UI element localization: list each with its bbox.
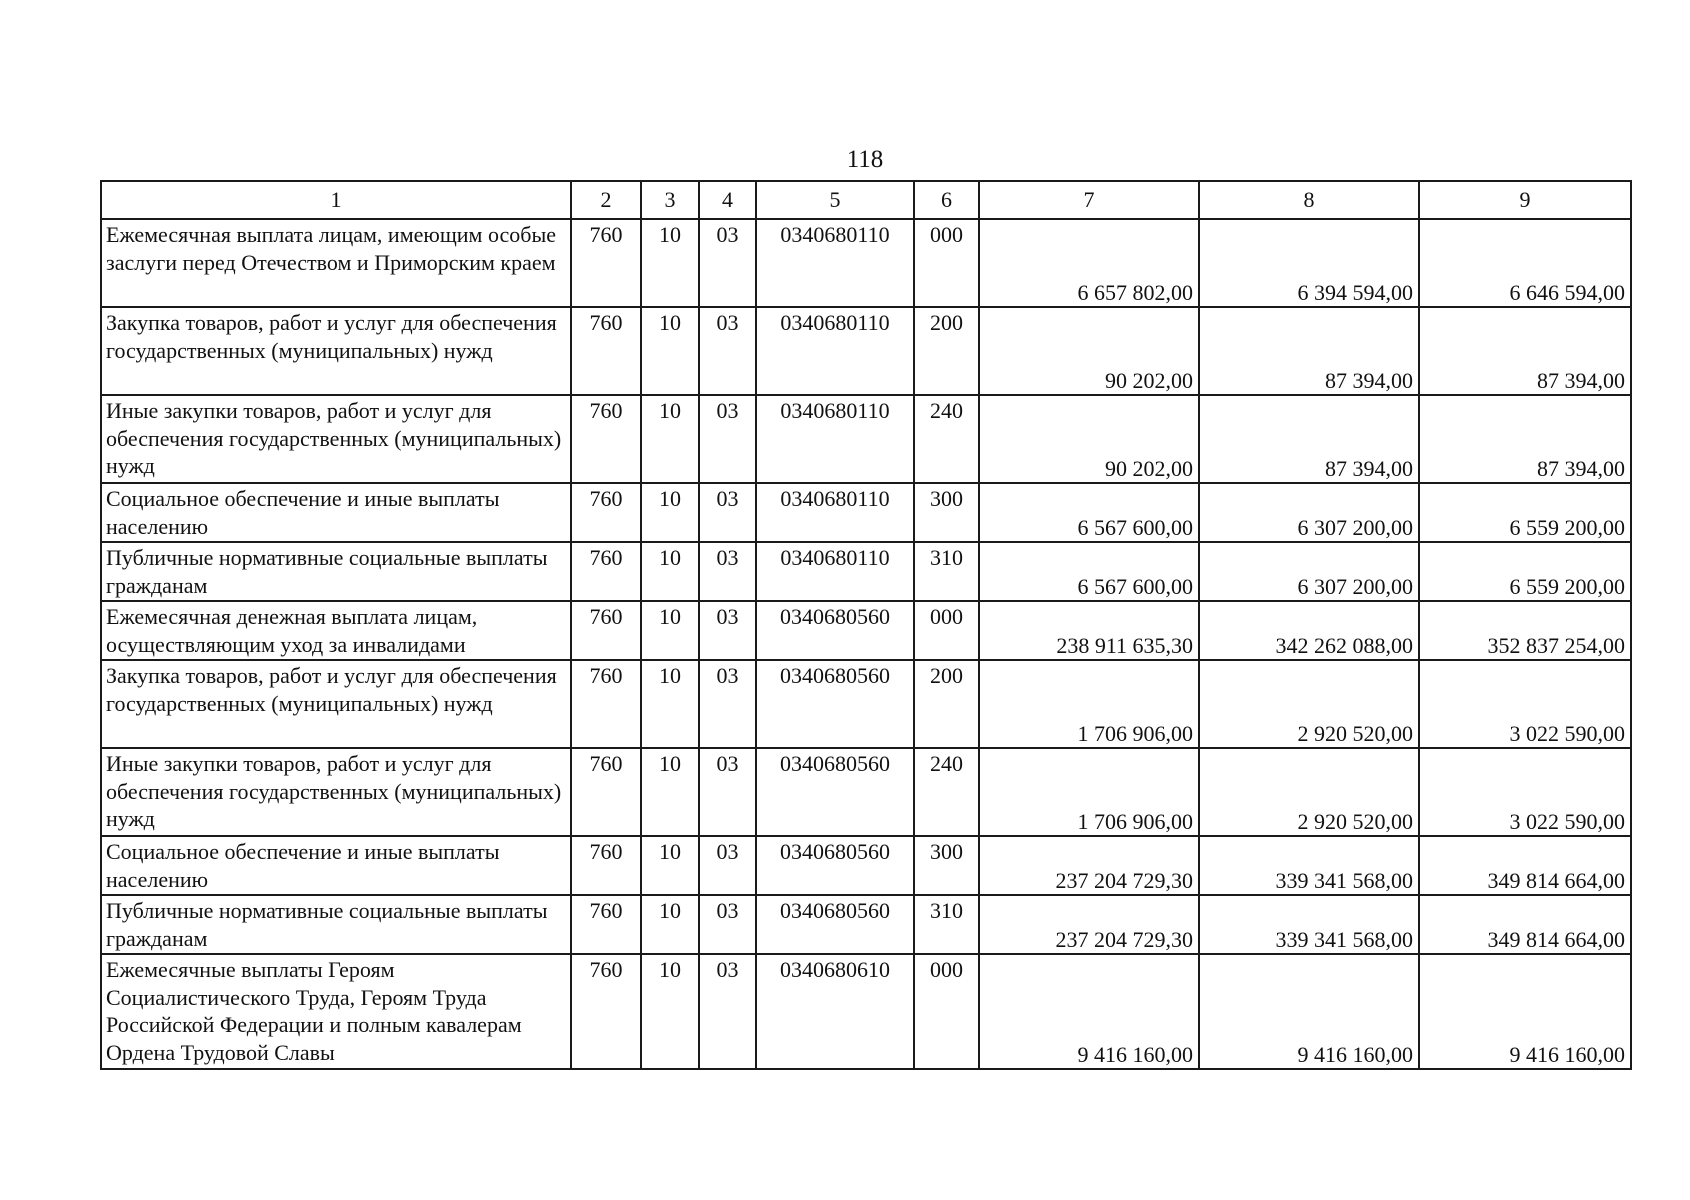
cell-col2: 760 bbox=[571, 219, 641, 307]
cell-col5: 0340680560 bbox=[756, 895, 914, 954]
column-header: 7 bbox=[979, 181, 1199, 219]
row-name: Публичные нормативные социальные выплаты гражданам bbox=[101, 895, 571, 954]
cell-col8: 6 307 200,00 bbox=[1199, 483, 1419, 542]
page-number: 118 bbox=[846, 146, 884, 173]
cell-col6: 000 bbox=[914, 954, 979, 1069]
column-header: 9 bbox=[1419, 181, 1631, 219]
cell-col4: 03 bbox=[699, 307, 756, 395]
cell-col7: 238 911 635,30 bbox=[979, 601, 1199, 660]
table-row bbox=[101, 895, 1631, 954]
cell-col4: 03 bbox=[699, 601, 756, 660]
cell-col7: 90 202,00 bbox=[979, 307, 1199, 395]
cell-col7: 6 567 600,00 bbox=[979, 542, 1199, 601]
cell-col3: 10 bbox=[641, 748, 699, 836]
cell-col7: 9 416 160,00 bbox=[979, 954, 1199, 1069]
row-name: Социальное обеспечение и иные выплаты населению bbox=[101, 836, 571, 895]
cell-col2: 760 bbox=[571, 748, 641, 836]
cell-col4: 03 bbox=[699, 219, 756, 307]
cell-col6: 200 bbox=[914, 660, 979, 748]
table-row bbox=[101, 660, 1631, 748]
cell-col5: 0340680560 bbox=[756, 836, 914, 895]
cell-col8: 339 341 568,00 bbox=[1199, 836, 1419, 895]
cell-col5: 0340680110 bbox=[756, 307, 914, 395]
cell-col2: 760 bbox=[571, 307, 641, 395]
table-header bbox=[101, 181, 1631, 219]
column-header: 4 bbox=[699, 181, 756, 219]
cell-col3: 10 bbox=[641, 660, 699, 748]
table-row bbox=[101, 601, 1631, 660]
row-name: Ежемесячные выплаты Героям Социалистического Труда, Героям Труда Российской Федерации и полным кавалерам Ордена Трудовой Славы bbox=[101, 954, 571, 1069]
cell-col4: 03 bbox=[699, 660, 756, 748]
cell-col9: 9 416 160,00 bbox=[1419, 954, 1631, 1069]
cell-col2: 760 bbox=[571, 601, 641, 660]
cell-col6: 310 bbox=[914, 895, 979, 954]
column-header: 1 bbox=[101, 181, 571, 219]
cell-col9: 349 814 664,00 bbox=[1419, 895, 1631, 954]
cell-col7: 1 706 906,00 bbox=[979, 660, 1199, 748]
row-name: Закупка товаров, работ и услуг для обеспечения государственных (муниципальных) нужд bbox=[101, 660, 571, 748]
cell-col2: 760 bbox=[571, 483, 641, 542]
row-name: Иные закупки товаров, работ и услуг для обеспечения государственных (муниципальных) нужд bbox=[101, 748, 571, 836]
cell-col2: 760 bbox=[571, 660, 641, 748]
cell-col4: 03 bbox=[699, 748, 756, 836]
cell-col5: 0340680610 bbox=[756, 954, 914, 1069]
cell-col6: 300 bbox=[914, 836, 979, 895]
cell-col7: 6 567 600,00 bbox=[979, 483, 1199, 542]
cell-col9: 352 837 254,00 bbox=[1419, 601, 1631, 660]
table-row bbox=[101, 219, 1631, 307]
cell-col9: 87 394,00 bbox=[1419, 307, 1631, 395]
cell-col3: 10 bbox=[641, 542, 699, 601]
table-row bbox=[101, 836, 1631, 895]
cell-col7: 1 706 906,00 bbox=[979, 748, 1199, 836]
cell-col7: 237 204 729,30 bbox=[979, 836, 1199, 895]
cell-col3: 10 bbox=[641, 395, 699, 483]
table-row bbox=[101, 483, 1631, 542]
column-header: 5 bbox=[756, 181, 914, 219]
cell-col8: 9 416 160,00 bbox=[1199, 954, 1419, 1069]
cell-col2: 760 bbox=[571, 954, 641, 1069]
cell-col3: 10 bbox=[641, 954, 699, 1069]
cell-col3: 10 bbox=[641, 483, 699, 542]
cell-col5: 0340680560 bbox=[756, 601, 914, 660]
cell-col3: 10 bbox=[641, 601, 699, 660]
cell-col9: 6 646 594,00 bbox=[1419, 219, 1631, 307]
cell-col5: 0340680110 bbox=[756, 542, 914, 601]
cell-col4: 03 bbox=[699, 542, 756, 601]
cell-col5: 0340680110 bbox=[756, 483, 914, 542]
cell-col5: 0340680110 bbox=[756, 395, 914, 483]
cell-col6: 240 bbox=[914, 395, 979, 483]
cell-col7: 90 202,00 bbox=[979, 395, 1199, 483]
cell-col8: 2 920 520,00 bbox=[1199, 660, 1419, 748]
row-name: Публичные нормативные социальные выплаты гражданам bbox=[101, 542, 571, 601]
cell-col4: 03 bbox=[699, 483, 756, 542]
row-name: Иные закупки товаров, работ и услуг для обеспечения государственных (муниципальных) нужд bbox=[101, 395, 571, 483]
table-row bbox=[101, 542, 1631, 601]
cell-col9: 3 022 590,00 bbox=[1419, 660, 1631, 748]
cell-col5: 0340680560 bbox=[756, 748, 914, 836]
cell-col4: 03 bbox=[699, 954, 756, 1069]
header-row bbox=[101, 181, 1631, 219]
cell-col6: 310 bbox=[914, 542, 979, 601]
cell-col4: 03 bbox=[699, 395, 756, 483]
table-row bbox=[101, 954, 1631, 1069]
cell-col8: 6 307 200,00 bbox=[1199, 542, 1419, 601]
row-name: Закупка товаров, работ и услуг для обеспечения государственных (муниципальных) нужд bbox=[101, 307, 571, 395]
cell-col9: 6 559 200,00 bbox=[1419, 542, 1631, 601]
cell-col8: 87 394,00 bbox=[1199, 307, 1419, 395]
table-row bbox=[101, 307, 1631, 395]
cell-col2: 760 bbox=[571, 542, 641, 601]
cell-col8: 2 920 520,00 bbox=[1199, 748, 1419, 836]
cell-col9: 349 814 664,00 bbox=[1419, 836, 1631, 895]
cell-col2: 760 bbox=[571, 395, 641, 483]
cell-col6: 000 bbox=[914, 601, 979, 660]
cell-col6: 240 bbox=[914, 748, 979, 836]
cell-col8: 339 341 568,00 bbox=[1199, 895, 1419, 954]
cell-col4: 03 bbox=[699, 836, 756, 895]
cell-col8: 87 394,00 bbox=[1199, 395, 1419, 483]
cell-col9: 3 022 590,00 bbox=[1419, 748, 1631, 836]
budget-table bbox=[100, 180, 1632, 1070]
cell-col3: 10 bbox=[641, 895, 699, 954]
cell-col5: 0340680560 bbox=[756, 660, 914, 748]
cell-col9: 87 394,00 bbox=[1419, 395, 1631, 483]
cell-col9: 6 559 200,00 bbox=[1419, 483, 1631, 542]
row-name: Социальное обеспечение и иные выплаты населению bbox=[101, 483, 571, 542]
cell-col4: 03 bbox=[699, 895, 756, 954]
table-row bbox=[101, 395, 1631, 483]
cell-col7: 237 204 729,30 bbox=[979, 895, 1199, 954]
cell-col3: 10 bbox=[641, 307, 699, 395]
cell-col3: 10 bbox=[641, 836, 699, 895]
cell-col3: 10 bbox=[641, 219, 699, 307]
column-header: 3 bbox=[641, 181, 699, 219]
cell-col6: 200 bbox=[914, 307, 979, 395]
cell-col6: 000 bbox=[914, 219, 979, 307]
cell-col6: 300 bbox=[914, 483, 979, 542]
column-header: 2 bbox=[571, 181, 641, 219]
cell-col2: 760 bbox=[571, 836, 641, 895]
row-name: Ежемесячная денежная выплата лицам, осуществляющим уход за инвалидами bbox=[101, 601, 571, 660]
cell-col5: 0340680110 bbox=[756, 219, 914, 307]
row-name: Ежемесячная выплата лицам, имеющим особые заслуги перед Отечеством и Приморским краем bbox=[101, 219, 571, 307]
cell-col7: 6 657 802,00 bbox=[979, 219, 1199, 307]
column-header: 8 bbox=[1199, 181, 1419, 219]
cell-col8: 6 394 594,00 bbox=[1199, 219, 1419, 307]
table-body bbox=[101, 219, 1631, 1069]
cell-col8: 342 262 088,00 bbox=[1199, 601, 1419, 660]
cell-col2: 760 bbox=[571, 895, 641, 954]
column-header: 6 bbox=[914, 181, 979, 219]
table-row bbox=[101, 748, 1631, 836]
